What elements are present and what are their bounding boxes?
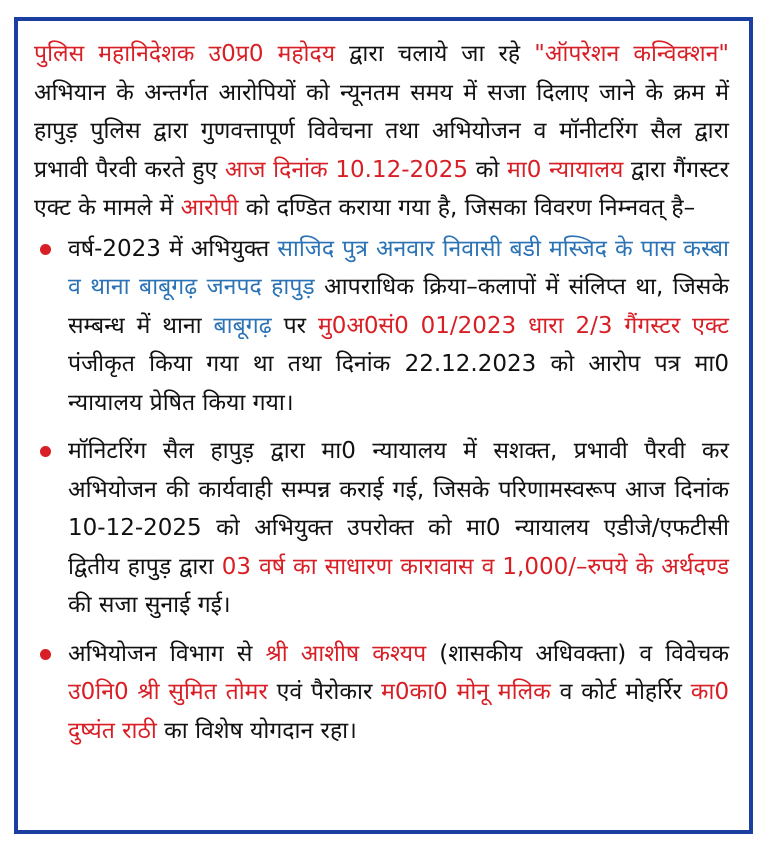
intro-text: द्वारा चलाये जा रहे [335,41,535,67]
court-moharrir-name: का0 दुष्यंत राठी [68,679,729,744]
list-item [34,230,729,423]
investigator-name: उ0नि0 श्री सुमित तोमर [68,679,268,705]
details-list [34,230,729,751]
bullet-text: पंजीकृत किया गया था तथा दिनांक 22.12.2023 को आरोप पत्र मा0 न्यायालय प्रेषित किया गया। [68,351,729,416]
bullet-text: आपराधिक क्रिया–कलापों में संलिप्त था, जिसके सम्बन्ध में थाना [68,274,729,339]
bullet-dot-icon [40,649,51,660]
bullet-text: अभियोजन विभाग से [68,640,266,667]
bullet-text: पर [271,312,318,339]
bullet-text: (शासकीय अधिवक्ता) व विवेचक [426,640,729,667]
bullet-text: की सजा सुनाई गई। [68,592,231,618]
bullet-dot-icon [40,446,51,457]
list-item [34,635,729,751]
bullet-text: मॉनिटरिंग सैल हापुड़ द्वारा मा0 न्यायालय में सशक्त, प्रभावी पैरवी कर अभियोजन की कार्यवाही सम्पन्न कराई गई, जिसके परिणामस्वरूप आज दिनांक 10-12-2025 को अभियुक्त उपरोक्त को मा0 न्यायालय एडीजे/एफटीसी द्वितीय हापुड़ द्वारा [68,438,729,580]
intro-date: आज दिनांक 10.12-2025 [224,156,469,183]
accused-details: साजिद पुत्र अनवार निवासी बडी मस्जिद के पास कस्बा व थाना बाबूगढ़ जनपद हापुड़ [68,235,730,300]
intro-text: को [468,156,507,183]
intro-dgp-text: पुलिस महानिदेशक उ0प्र0 महोदय [34,41,336,67]
intro-accused: आरोपी [180,195,239,221]
bullet-dot-icon [40,244,51,255]
operation-name: "ऑपरेशन कन्विक्शन" [534,41,729,67]
intro-text: को दण्डित कराया गया है, जिसका विवरण निम्नवत् है– [238,195,696,221]
list-item [34,432,729,625]
bullet-text: का विशेष योगदान रहा। [156,717,357,744]
case-number: मु0अ0सं0 01/2023 धारा 2/3 गैंगस्टर एक्ट [317,312,729,339]
pairokar-name: म0का0 मोनू मलिक [381,679,551,705]
intro-court: मा0 न्यायालय [506,156,624,183]
intro-text: द्वारा गैंगस्टर एक्ट के मामले में [34,156,730,221]
sentence-details: 03 वर्ष का साधारण कारावास व 1,000/–रुपये के अर्थदण्ड [221,553,730,580]
bullet-text: व कोर्ट मोहर्रिर [550,679,691,705]
intro-text: अभियान के अन्तर्गत आरोपियों को न्यूनतम समय में सजा दिलाए जाने के क्रम में हापुड़ पुलिस द्वारा गुणवत्तापूर्ण विवेचना तथा अभियोजन व मॉनीटरिंग सैल द्वारा प्रभावी पैरवी करते हुए [34,79,729,183]
bullet-text: एवं पैरोकार [267,679,382,705]
intro-paragraph [34,35,729,228]
police-station-name: बाबूगढ़ [213,312,272,339]
press-note-box [14,17,753,834]
bullet-text: वर्ष-2023 में अभियुक्त [68,235,278,262]
prosecutor-name: श्री आशीष कश्यप [265,640,427,667]
